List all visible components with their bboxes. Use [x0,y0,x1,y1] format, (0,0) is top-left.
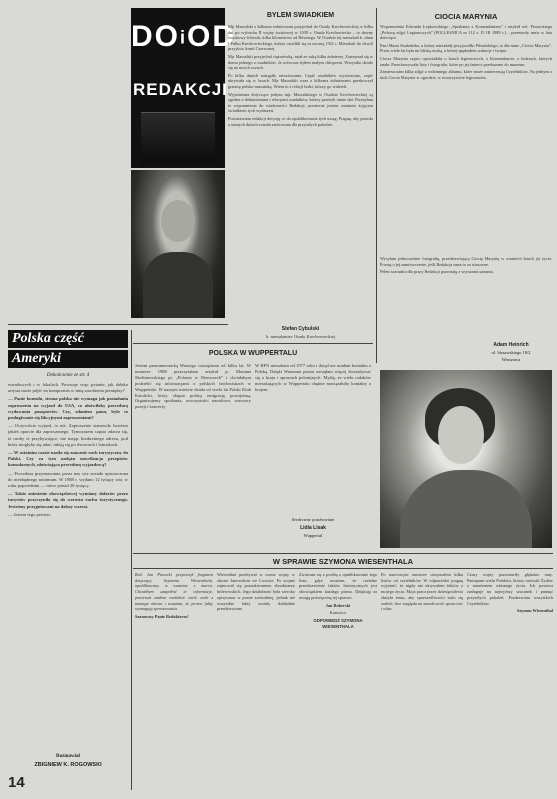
bottom-col3-sign: Jan Roberski [325,602,351,608]
top-article-p5: Pozostawiam redakcji decyzję co do opublikowania tych uwag. Pragnę, aby prawda o tamtych dniach została zachowana dla przyszłych pokoleń. [228,115,373,127]
left-article-p3: — Oczywiście wyjazd, to nie. Zaproszenie stanowiło bowiem jakieś oparcie dla zaproszonego. Tymczasem często zdarza się, iż osoby te przybywające, nie mając konkretnego adresu, pod który mogłyby się udać, tułają się po dworcach i lotniskach. [8,423,128,447]
bottom-col5-text: Czasy wojny pozostawiły głębokie rany. Pamiętam wielu Polaków, którzy ratowali Żydów z narażeniem własnego życia. Ich postawa zasługuje na najwyższy szacunek i pamięć przyszłych pokoleń. Pozdrawiam wszystkich Czytelników. [467,572,553,606]
right-article-signature: Adam Heinrich [493,342,529,348]
divider-bottom-title [133,568,553,569]
right-article-p1: Wspomnienia Edwarda Łepkowskiego „Spotkania z Komendantem” i artykuł red. Piwnickiego „Połowę zdjęć Legionowych” (POLLESNICA nr 112 z 15 III 1989 r.) – przeniosły mnie w lata dziecięce. [380,24,552,41]
bottom-col3-city: Katowice [329,610,347,616]
header-line1 [131,20,237,54]
right-article-p2: Pani Marta Studzińska, u której mieszkały przyjaciółki Piłsudskiego, to dla mnie „Ciocia Marynia”. Przez wiele lat była mi bliską osobą, u której spędzałem wakacje i święta. [380,42,552,54]
left-article-p5: — Procedura przyznawania przez nas wiz została uproszczona do niezbędnego minimum. W 1988 r. wydano 12 tysięcy wiz, w roku poprzednim — nieco ponad 20 tysięcy. [8,470,128,489]
bottom-article-title: W SPRAWIE SZYMONA WIESENTHALA [272,557,414,566]
left-article-p4: — W ostatnim czasie nasila się znacznie ruch turystyczny do Polski. Czy za tym nadąża nowelizacja przepisów konsularnych, ułatwiająca procedurę wyjazdową? [8,450,128,468]
bottom-col4: Po marcowym numerze otrzymałem kilka listów od czytelników. W odpowiedzi pragnę wyjaśnić, że nigdy nie ukrywałem faktów z mojego życia. Moja praca przez dziesięciolecia służyła temu, aby sprawiedliwości stało się zadość, bez względu na narodowość sprawców i ofiar. [381,572,463,612]
header-do: DO [131,20,180,53]
section-header [131,8,237,168]
bottom-reply-title: ODPOWIEDŹ SZYMONA WIESENTHALA [313,617,363,629]
mid-article-col1: Jestem prenumeratorką Waszego czasopisma od kilku lat. W numerze 1988 przeczytałam artykuł p. Mariana Skolimowskiego pt. „Polonia w Niemczech” i chciałabym podzielić się informacjami o polskich środowiskach w Wuppertalu. W naszym mieście działa od wielu lat Polski Klub Katolicki, który skupia polską emigrację powojenną. Organizujemy spotkania, uroczystości narodowe, wieczory poezji i koncerty. [135,363,251,410]
top-article-signature-note: b. mieszkaniec Osady Krechowieckiej [266,334,335,339]
left-article-p7: — Jestem tego pewien. [8,511,51,517]
right-article-p3: Ciocia Marynia często opowiadała o latach legionowych, o Komendancie, o ludziach, których znała. Przechowywała listy i fotografie, które po jej śmierci przekazano do muzeum. [380,55,552,67]
right-article-address: ul. Strzawskiego 18/2 [491,350,531,355]
header-od: OD [187,20,237,53]
left-title-a-box [8,330,128,348]
right-article-body-lower [380,256,552,338]
left-title-b-box [8,350,128,368]
mid-article-col2: W RFN mieszkam od 1977 roku i dotąd nie miałam kontaktu z Polską. Dzięki Waszemu pismu zaczęłam więcej dowiadywać się o kraju i sprawach polonijnych. Myślę, że wielu rodaków mieszkających w Wuppertalu chętnie nawiązałoby kontakty z krajem. [255,363,371,392]
left-article-p1: estradowych i w lokalach. Powstaje więc pytanie, jak daleko artysta może pójść na kompromis w imię zarobienia pieniędzy? [8,382,128,394]
header-figure-decoration [141,112,215,163]
bottom-col2: Wiesenthal przebywał w czasie wojny w obozie Janowskim we Lwowie. Po wojnie zajmował się poszukiwaniem zbrodniarzy hitlerowskich. Jego działalność była szeroko opisywana w prasie zachodniej, jednak nie wszystkie fakty zostały dokładnie przedstawione. [217,572,295,612]
mid-article-title: POLSKA W WUPPERTALU [208,350,298,357]
header-i: i [180,27,188,48]
left-title-a: Polska część [12,331,84,346]
left-author: ZBIGNIEW K. ROGOWSKI [34,762,102,768]
bottom-col1 [135,572,213,790]
portrait-photo [131,170,225,318]
right-photo-shoulders [400,470,532,548]
divider-mid-top [133,343,373,344]
right-photo-face [438,406,484,464]
divider-left-vertical [131,330,132,790]
portrait-body [143,252,213,318]
left-article-p6: — Także zniesienie obowiązkowej wymiany dolarów przez turystów przyczyniło się do wzrostu ruchu turystycznego. Jesteśmy przygotowani na dalszy wzrost. [8,491,128,509]
top-article-p2: Mjr Massalski przyjechał ciężarówką, miał ze sobą kilku żołnierzy. Zatrzymał się w domu jednego z osadników. Ja wówczas byłem małym chłopcem. Wszystko działo się na moich oczach. [228,53,373,71]
top-article-body [228,24,373,322]
divider-top-vertical [376,8,377,363]
bottom-col3-text: Zwracam się z prośbą o opublikowanie tego listu, gdyż uważam, że rzetelne przedstawienie faktów historycznych jest obowiązkiem każdego pisma. Dziękuję za uwagę poświęconą tej sprawie. [299,572,377,600]
right-article-body-upper [380,24,552,234]
bottom-col5 [467,572,553,790]
mid-article-closing: Serdecznie pozdrawiam [291,517,335,522]
bottom-col1-text: Red. Jan Piasecki przytoczył fragment dotyczący Szymona Wiesenthala, opublikowany w numerze z marca. Chciałbym uzupełnić te informacje, ponieważ znałem osobiście wiele osób z tamtego okresu i uważam, że pewne fakty wymagają sprostowania. [135,572,213,612]
top-article-title: BYLEM SWIADKIEM [266,12,335,19]
right-article-p6: Pełen szacunku dla pracy Redakcji pozostaję z wyrazami uznania. [380,269,494,275]
top-article-p4: Wyjaśnienia dotyczące pobytu mjr. Massalskiego w Osadzie Krechowieckiej są zgodne z dokumentami i relacjami osadników, którzy przeżyli tamte dni. Przesyłam te wspomnienia do wiadomości Redakcji, ponieważ jestem ostatnim żyjącym świadkiem tych wydarzeń. [228,91,373,114]
right-photo [380,370,552,548]
top-article-p1: Mjr Massalski z kilkoma żołnierzami przyjechał do Osady Krechowieckiej w kilka dni po wybuchu II wojny światowej w 1939 r. Osada Krechowiecka – to dawny wojskowy folwark, kilka kilometrów od Równego. W Osadzie tej mieszkali b. ułani I Pułku Krechowieckiego, którzy osiedlili się tu wiosną 1921 r. Mieszkali do chwili przyjścia Armii Czerwonej. [228,24,373,52]
portrait-face [161,200,195,242]
mid-article-signature: Lidia Lisak [300,525,326,531]
header-line2: REDAKCJI [133,80,228,99]
top-article-signature: Stefan Cybulski [281,326,320,332]
left-article-body [8,382,128,748]
top-article-p3: Po kilku dniach nastąpiły aresztowania. Część osadników wywieziono, część ukrywała się w lasach. Mjr Massalski wraz z kilkoma żołnierzami przekroczył granicę polsko-rumuńską. Wiem to z relacji ludzi, którzy go widzieli. [228,72,373,89]
bottom-col1-salutation: Szanowny Panie Redaktorze! [135,613,189,619]
page-number: 14 [8,774,25,791]
bottom-col5-sign: Szymon Wiesenthal [516,608,553,614]
mid-article-signature-city: Wuppertal [303,533,323,538]
right-article-city: Warszawa [501,357,521,362]
divider-top-horizontal [8,324,228,325]
divider-bottom-top [133,553,553,554]
left-article-p2: — Panie konsulu, strona polska nie wymaga jak posiadania zaproszenia na wyjazd do USA, co ułatwiłoby procedurę wydawania paszportów. Czy, zdaniem pana, było to posługiwanie się fikcyjnymi zaproszeniami? [8,396,128,421]
right-article-p5: Wysyłam jednocześnie fotografię, przedstawiającą Ciocię Marynię w ostatnich latach jej życia. Proszę o jej zamieszczenie, jeśli Redakcja uzna to za stosowne. [380,256,552,267]
right-article-title: CIOCIA MARYNIA [434,12,498,21]
right-article-p4: Zamieszczam kilka zdjęć z rodzinnego albumu, które może zainteresują Czytelników. Na jednym z nich Ciocia Marynia w ogrodzie, w towarzystwie legionistów. [380,69,552,80]
left-title-b: Ameryki [12,351,61,366]
left-interview-by: Rozmawiał [56,754,80,759]
left-continuation: Dokończenie ze str. 4 [46,373,90,378]
bottom-col3 [299,572,377,790]
